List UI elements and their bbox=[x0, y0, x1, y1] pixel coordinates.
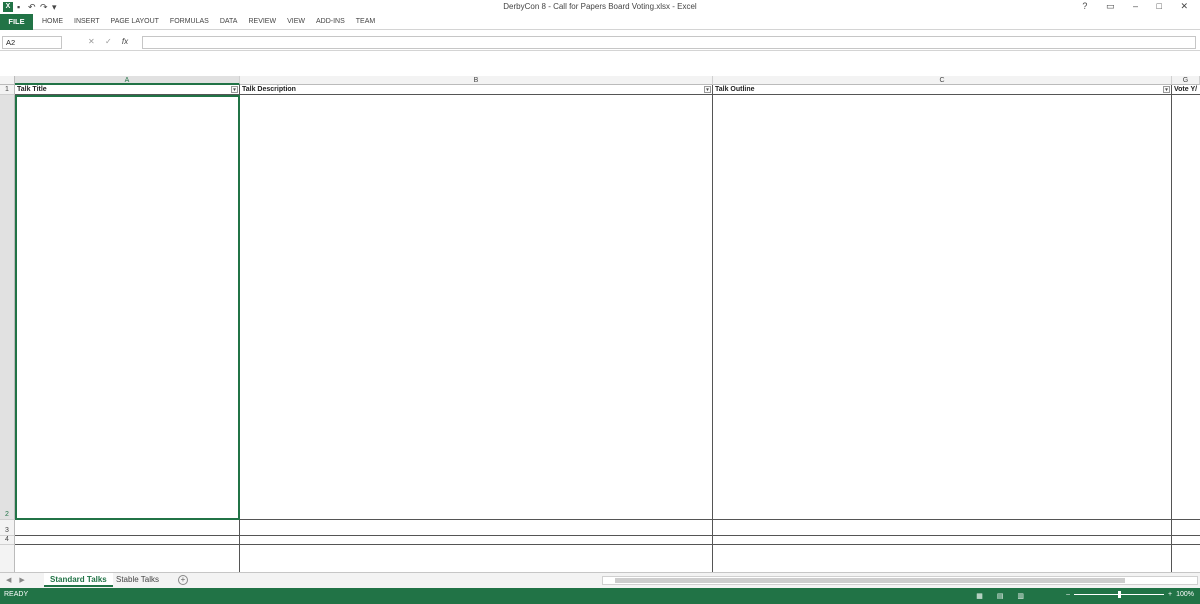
scrollbar-thumb[interactable] bbox=[615, 578, 1125, 583]
zoom-out-icon[interactable]: – bbox=[1066, 591, 1070, 598]
save-icon[interactable]: ▪ bbox=[17, 2, 21, 12]
minimize-icon[interactable]: – bbox=[1132, 1, 1146, 11]
header-talk-description[interactable]: Talk Description ▾ bbox=[240, 85, 713, 95]
undo-icon[interactable]: ↶ bbox=[28, 2, 36, 12]
worksheet-grid bbox=[0, 76, 1200, 572]
cell-b4[interactable] bbox=[240, 536, 713, 545]
cell-b2[interactable] bbox=[240, 95, 713, 520]
maximize-icon[interactable]: □ bbox=[1156, 1, 1170, 11]
cell-a4[interactable] bbox=[15, 536, 240, 545]
zoom-slider[interactable] bbox=[1074, 594, 1164, 595]
enter-icon[interactable]: ✓ bbox=[104, 37, 112, 46]
redo-icon[interactable]: ↷ bbox=[40, 2, 48, 12]
insert-function-icon[interactable]: fx bbox=[121, 37, 129, 46]
tab-formulas[interactable]: FORMULAS bbox=[169, 18, 209, 25]
ribbon-tabs bbox=[0, 14, 1200, 30]
cell-a2[interactable] bbox=[15, 95, 240, 520]
sheet-tab-bar bbox=[0, 572, 1200, 588]
tab-insert[interactable]: INSERT bbox=[74, 18, 100, 25]
row-header[interactable]: 4 bbox=[0, 536, 15, 545]
horizontal-scrollbar[interactable] bbox=[602, 576, 1198, 585]
header-talk-title[interactable]: Talk Title ▾ bbox=[15, 85, 240, 95]
sheet-tab-stable-talks[interactable]: Stable Talks bbox=[116, 575, 159, 584]
tab-home[interactable]: HOME bbox=[42, 18, 63, 25]
customize-quick-access-icon[interactable]: ▾ bbox=[52, 2, 57, 12]
tab-file[interactable]: FILE bbox=[0, 14, 33, 30]
cancel-icon[interactable]: ✕ bbox=[88, 37, 95, 46]
select-all-corner[interactable] bbox=[0, 76, 15, 85]
header-talk-outline[interactable]: Talk Outline ▾ bbox=[713, 85, 1172, 95]
sheet-tab-standard-talks[interactable]: Standard Talks bbox=[44, 573, 113, 587]
cell-b3[interactable] bbox=[240, 520, 713, 536]
sheet-nav-arrows-icon[interactable]: ◀ ▶ bbox=[6, 577, 25, 584]
zoom-level[interactable]: 100% bbox=[1176, 591, 1194, 598]
column-header-c[interactable]: C bbox=[713, 76, 1172, 85]
zoom-slider-thumb[interactable] bbox=[1118, 591, 1121, 598]
add-sheet-icon[interactable]: + bbox=[178, 575, 188, 585]
cell-a5[interactable] bbox=[15, 545, 240, 572]
cell-b5[interactable] bbox=[240, 545, 713, 572]
window-title: DerbyCon 8 - Call for Papers Board Voting.xlsx - Excel bbox=[503, 2, 697, 11]
excel-logo-icon: X bbox=[3, 2, 13, 12]
cell-g4[interactable] bbox=[1172, 536, 1200, 545]
cell-c4[interactable] bbox=[713, 536, 1172, 545]
column-header-g[interactable]: G bbox=[1172, 76, 1200, 85]
cell-c5[interactable] bbox=[713, 545, 1172, 572]
row-header[interactable]: 3 bbox=[0, 520, 15, 536]
header-vote[interactable]: Vote Y/ bbox=[1172, 85, 1200, 95]
row-header[interactable] bbox=[0, 545, 15, 572]
filter-dropdown-icon[interactable]: ▾ bbox=[231, 86, 238, 93]
zoom-control bbox=[1066, 591, 1194, 598]
help-icon[interactable]: ? bbox=[1082, 1, 1096, 11]
row-header[interactable]: 1 bbox=[0, 85, 15, 95]
filter-dropdown-icon[interactable]: ▾ bbox=[1163, 86, 1170, 93]
cell-g2[interactable] bbox=[1172, 95, 1200, 520]
status-bar bbox=[0, 588, 1200, 604]
cell-c3[interactable] bbox=[713, 520, 1172, 536]
tab-add-ins[interactable]: ADD-INS bbox=[315, 18, 345, 25]
tab-view[interactable]: VIEW bbox=[287, 18, 305, 25]
formula-bar bbox=[0, 35, 1200, 51]
cell-c2[interactable] bbox=[713, 95, 1172, 520]
view-mode-icons[interactable]: ▦ ▤ ▥ bbox=[976, 593, 1030, 600]
tab-page-layout[interactable]: PAGE LAYOUT bbox=[110, 18, 159, 25]
filter-dropdown-icon[interactable]: ▾ bbox=[704, 86, 711, 93]
title-bar bbox=[0, 0, 1200, 14]
status-ready: READY bbox=[4, 591, 29, 598]
cell-a3[interactable] bbox=[15, 520, 240, 536]
row-header[interactable]: 2 bbox=[0, 95, 15, 520]
name-box[interactable]: A2 bbox=[2, 36, 62, 49]
tab-review[interactable]: REVIEW bbox=[248, 18, 277, 25]
zoom-in-icon[interactable]: + bbox=[1168, 591, 1173, 598]
formula-input[interactable] bbox=[142, 36, 1196, 49]
tab-data[interactable]: DATA bbox=[219, 18, 238, 25]
cell-g5[interactable] bbox=[1172, 545, 1200, 572]
column-header-a[interactable]: A bbox=[15, 76, 240, 85]
window-controls[interactable] bbox=[1082, 1, 1196, 12]
tab-team[interactable]: TEAM bbox=[355, 18, 376, 25]
column-header-b[interactable]: B bbox=[240, 76, 713, 85]
ribbon-display-icon[interactable]: ▭ bbox=[1105, 1, 1123, 11]
close-icon[interactable]: ✕ bbox=[1180, 1, 1196, 11]
cell-g3[interactable] bbox=[1172, 520, 1200, 536]
